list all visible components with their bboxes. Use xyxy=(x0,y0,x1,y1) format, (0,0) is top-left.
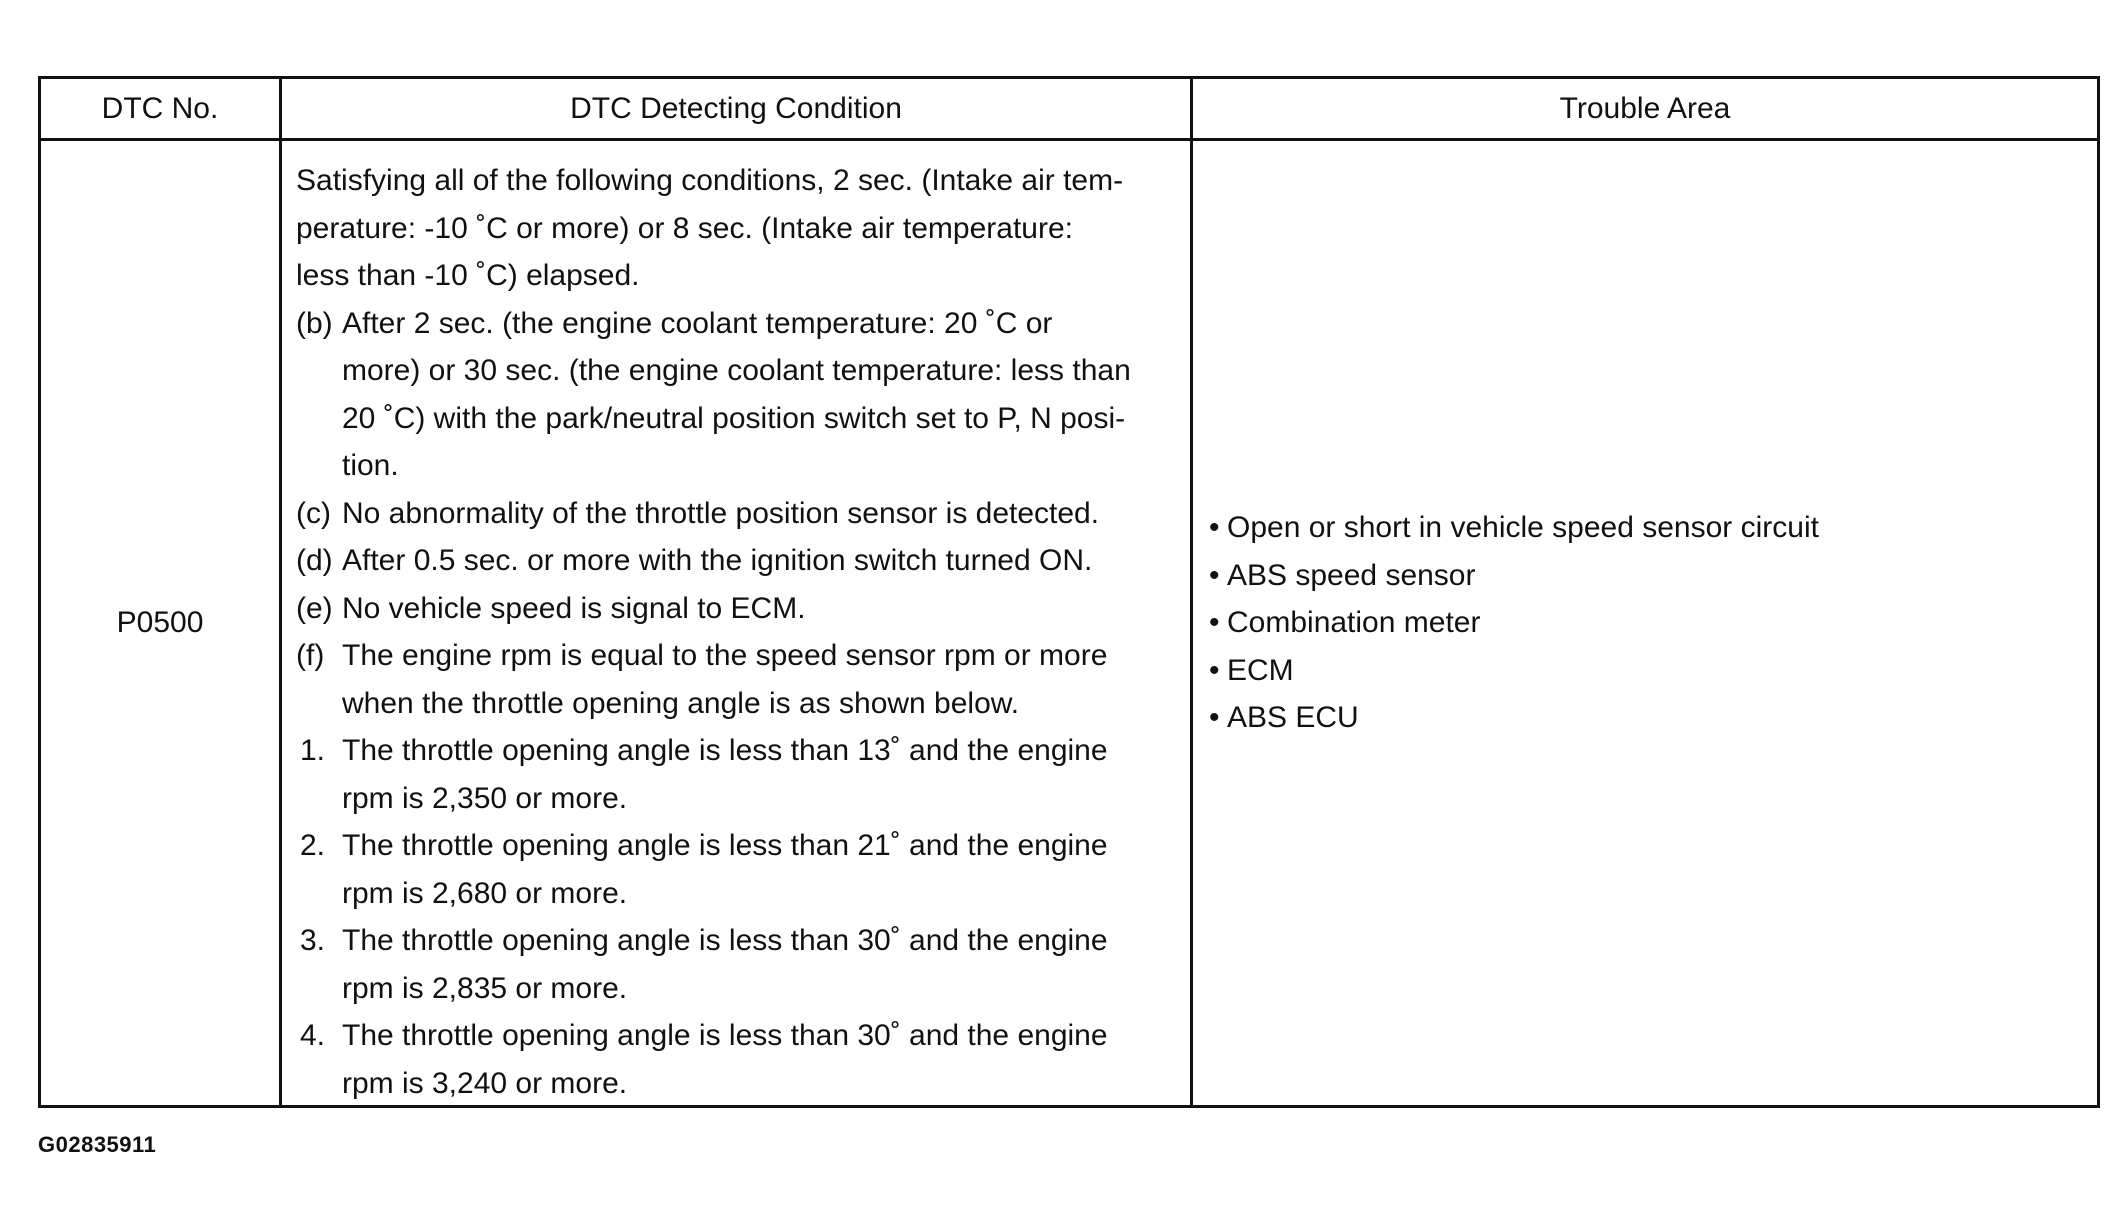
condition-line: No abnormality of the throttle position sensor is detected. xyxy=(342,496,1100,530)
condition-line: After 0.5 sec. or more with the ignition switch turned ON. xyxy=(342,544,1093,577)
trouble-area-text: ABS speed sensor xyxy=(1227,558,1476,592)
condition-intro-line: Satisfying all of the following conditions, 2 sec. (Intake air tem- xyxy=(296,164,1124,197)
numbered-marker: 1. xyxy=(300,734,326,767)
numbered-line: The throttle opening angle is less than 21˚ and the engine xyxy=(342,829,1108,862)
condition-text xyxy=(342,490,1170,538)
dtc-code-cell xyxy=(41,141,282,1105)
trouble-area-item xyxy=(1209,599,2097,647)
condition-text xyxy=(342,585,1170,633)
condition-line: After 2 sec. (the engine coolant temperature: 20 ˚C or xyxy=(342,306,1053,340)
numbered-line: The throttle opening angle is less than 30˚ and the engine xyxy=(342,1019,1108,1052)
numbered-text xyxy=(342,727,1170,822)
condition-line: when the throttle opening angle is as shown below. xyxy=(342,686,1020,720)
condition-line: more) or 30 sec. (the engine coolant temperature: less than xyxy=(342,354,1131,387)
numbered-text xyxy=(342,1012,1170,1107)
trouble-area-text: Combination meter xyxy=(1227,606,1481,640)
condition-text xyxy=(342,537,1170,585)
dtc-table xyxy=(38,76,2100,1108)
condition-marker: (d) xyxy=(296,544,333,577)
numbered-line: rpm is 2,680 or more. xyxy=(342,876,628,910)
throttle-item-2 xyxy=(296,822,1170,917)
bullet-icon: • xyxy=(1209,558,1220,592)
condition-marker: (f) xyxy=(296,639,325,672)
trouble-area-item xyxy=(1209,504,2097,552)
numbered-marker: 2. xyxy=(300,829,326,862)
detecting-condition-cell xyxy=(282,141,1193,1105)
header-detecting-condition: DTC Detecting Condition xyxy=(282,79,1193,138)
condition-text xyxy=(342,632,1170,727)
condition-marker: (b) xyxy=(296,306,333,340)
trouble-area-text: ABS ECU xyxy=(1227,701,1359,735)
condition-item-c xyxy=(296,490,1170,538)
numbered-line: rpm is 2,835 or more. xyxy=(342,971,628,1005)
condition-intro xyxy=(296,157,1170,300)
trouble-area-item xyxy=(1209,647,2097,695)
numbered-line: The throttle opening angle is less than 30˚ and the engine xyxy=(342,924,1108,957)
condition-marker: (e) xyxy=(296,591,333,625)
throttle-item-1 xyxy=(296,727,1170,822)
figure-code: G02835911 xyxy=(38,1132,157,1157)
condition-item-f xyxy=(296,632,1170,727)
header-dtc-no: DTC No. xyxy=(41,79,282,138)
condition-text xyxy=(342,300,1170,490)
condition-marker: (c) xyxy=(296,496,331,530)
bullet-icon: • xyxy=(1209,511,1220,545)
numbered-line: rpm is 2,350 or more. xyxy=(342,781,628,815)
table-header-row xyxy=(41,79,2097,141)
numbered-line: The throttle opening angle is less than 13˚ and the engine xyxy=(342,734,1108,767)
condition-item-b xyxy=(296,300,1170,490)
trouble-area-item xyxy=(1209,552,2097,600)
condition-intro-line: perature: -10 ˚C or more) or 8 sec. (Intake air temperature: xyxy=(296,211,1073,245)
condition-item-e xyxy=(296,585,1170,633)
numbered-marker: 3. xyxy=(300,924,326,957)
throttle-item-3 xyxy=(296,917,1170,1012)
dtc-code: P0500 xyxy=(116,606,204,639)
bullet-icon: • xyxy=(1209,701,1220,735)
trouble-area-text: ECM xyxy=(1227,653,1294,687)
condition-line: 20 ˚C) with the park/neutral position switch set to P, N posi- xyxy=(342,401,1126,435)
bullet-icon: • xyxy=(1209,606,1220,640)
numbered-text xyxy=(342,822,1170,917)
bullet-icon: • xyxy=(1209,653,1220,687)
trouble-area-text: Open or short in vehicle speed sensor circuit xyxy=(1227,511,1819,545)
condition-item-d xyxy=(296,537,1170,585)
numbered-line: rpm is 3,240 or more. xyxy=(342,1066,628,1100)
header-trouble-area: Trouble Area xyxy=(1559,91,1731,125)
numbered-marker: 4. xyxy=(300,1019,326,1052)
condition-line: The engine rpm is equal to the speed sensor rpm or more xyxy=(342,639,1108,672)
numbered-text xyxy=(342,917,1170,1012)
condition-line: tion. xyxy=(342,449,399,482)
condition-intro-line: less than -10 ˚C) elapsed. xyxy=(296,259,640,292)
trouble-area-item xyxy=(1209,694,2097,742)
throttle-item-4 xyxy=(296,1012,1170,1107)
table-row xyxy=(41,141,2097,1105)
trouble-area-cell xyxy=(1193,141,2097,1105)
condition-line: No vehicle speed is signal to ECM. xyxy=(342,591,806,625)
